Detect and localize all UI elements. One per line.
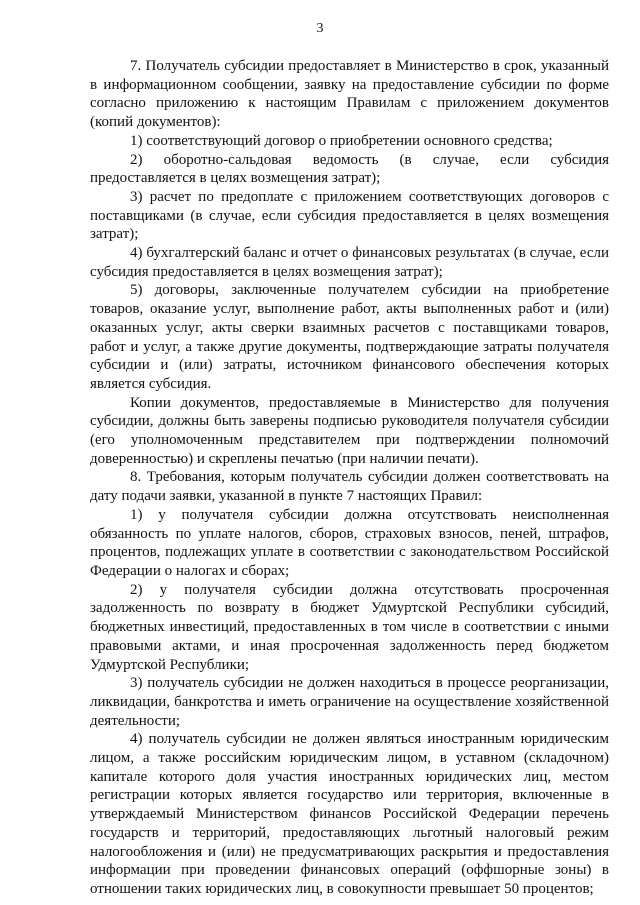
paragraph-clause-7-item-2: 2) оборотно-сальдовая ведомость (в случае, если субсидия предоставляется в целях возмещения затрат); [90,151,609,187]
paragraph-clause-7-item-5: 5) договоры, заключенные получателем субсидии на приобретение товаров, оказание услуг, выполнение работ, акты выполненных работ и (или) оказанных услуг, акты сверки взаимных расчетов с поставщиками товаров, работ и услуг, а также другие документы, подтверждающие затраты получателя субсидии и (или) затраты, источником финансового обеспечения которых является субсидия. [90,282,609,392]
paragraph-document-copies: Копии документов, предоставляемые в Министерство для получения субсидии, должны быть заверены подписью руководителя получателя субсидии (его уполномоченным представителем при подтверждении полномочий доверенностью) и скреплены печатью (при наличии печати). [90,394,609,467]
paragraph-clause-7-item-4: 4) бухгалтерский баланс и отчет о финансовых результатах (в случае, если субсидия предоставляется в целях возмещения затрат); [90,245,609,280]
paragraph-clause-8-item-3: 3) получатель субсидии не должен находиться в процессе реорганизации, ликвидации, банкротства и иметь ограничение на осуществление хозяйственной деятельности; [90,675,609,729]
paragraph-clause-8-item-2: 2) у получателя субсидии должна отсутствовать просроченная задолженность по возврату в бюджет Удмуртской Республики субсидий, бюджетных инвестиций, предоставленных в том числе в соответствии с иными правовыми актами, и иная просроченная задолженность перед бюджетом Удмуртской Республики; [90,581,609,673]
page-number: 3 [316,21,324,36]
paragraph-clause-8: 8. Требования, которым получатель субсидии должен соответствовать на дату подачи заявки, указанной в пункте 7 настоящих Правил: [90,469,609,505]
document-body [90,57,609,899]
paragraph-clause-7: 7. Получатель субсидии предоставляет в Министерство в срок, указанный в информационном сообщении, заявку на предоставление субсидии по форме согласно приложению к настоящим Правилам с приложением документов (копий документов): [90,58,609,131]
paragraph-clause-7-item-3: 3) расчет по предоплате с приложением соответствующих договоров с поставщиками (в случае, если субсидия предоставляется в целях возмещения затрат); [90,188,609,243]
paragraph-clause-8-item-4: 4) получатель субсидии не должен являться иностранным юридическим лицом, а также российским юридическим лицом, в уставном (складочном) капитале которого доля участия иностранных юридических лиц, местом регистрации которых является государство или территория, включенные в утверждаемый Министерством финансов Российской Федерации перечень государств и территорий, предоставляющих льготный налоговый режим налогообложения и (или) не предусматривающих раскрытия и предоставления информации при проведении финансовых операций (оффшорные зоны) в отношении таких юридических лиц, в совокупности превышает 50 процентов; [90,731,609,897]
paragraph-clause-7-item-1: 1) соответствующий договор о приобретении основного средства; [130,132,553,149]
paragraph-clause-8-item-1: 1) у получателя субсидии должна отсутствовать неисполненная обязанность по уплате налогов, сборов, страховых взносов, пеней, штрафов, процентов, подлежащих уплате в соответствии с законодательством Российской Федерации о налогах и сборах; [90,506,609,579]
